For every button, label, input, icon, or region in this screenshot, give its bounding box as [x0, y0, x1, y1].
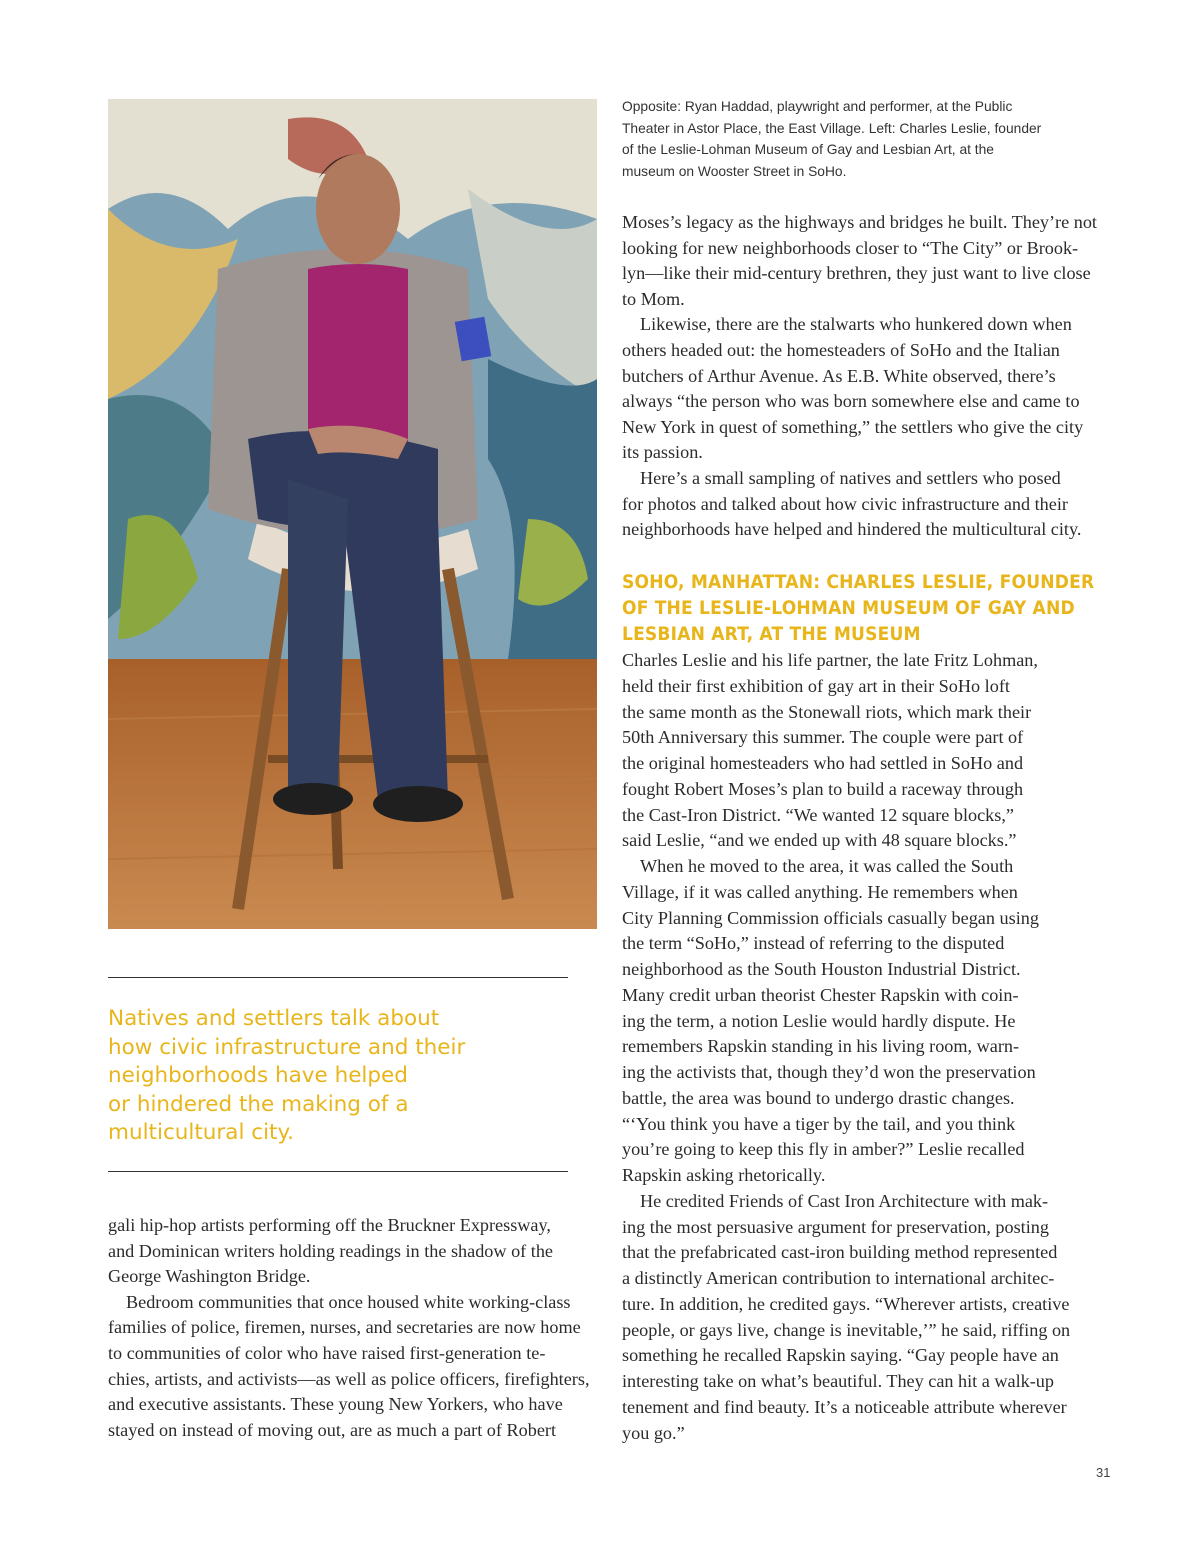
text-line: the Cast-Iron District. “We wanted 12 square blocks,”	[622, 804, 1014, 825]
page-number: 31	[1096, 1465, 1111, 1480]
text-line: 50th Anniversary this summer. The couple were part of	[622, 727, 1024, 748]
text-line: for photos and talked about how civic infrastructure and their	[622, 493, 1068, 514]
text-line: and executive assistants. These young New Yorkers, who have	[108, 1394, 563, 1415]
text-line: Rapskin asking rhetorically.	[622, 1165, 826, 1185]
caption-line: Opposite: Ryan Haddad, playwright and performer, at the Public	[622, 99, 1013, 114]
text-line: Charles Leslie and his life partner, the late Fritz Lohman,	[622, 650, 1038, 670]
text-line: neighborhoods have helped and hindered the multicultural city.	[622, 519, 1082, 540]
text-line: to communities of color who have raised first-generation te-	[108, 1342, 546, 1363]
text-line: people, or gays live, change is inevitable,’” he said, riffing on	[622, 1319, 1071, 1340]
text-line: you’re going to keep this fly in amber?” Leslie recalled	[622, 1139, 1025, 1160]
text-line: and Dominican writers holding readings in the shadow of the	[108, 1240, 553, 1261]
text-line: City Planning Commission officials casually began using	[622, 907, 1039, 928]
text-line: When he moved to the area, it was called the South	[640, 856, 1014, 876]
heading-line: LESBIAN ART, AT THE MUSEUM	[622, 623, 921, 645]
text-line: something he recalled Rapskin saying. “Gay people have an	[622, 1345, 1059, 1366]
text-line: Village, if it was called anything. He remembers when	[622, 881, 1018, 902]
text-line: the term “SoHo,” instead of referring to the disputed	[622, 933, 1005, 954]
text-line: Likewise, there are the stalwarts who hunkered down when	[640, 314, 1072, 335]
caption-line: Theater in Astor Place, the East Village. Left: Charles Leslie, founder	[622, 120, 1042, 136]
text-line: a distinctly American contribution to international architec-	[622, 1268, 1055, 1288]
text-line: stayed on instead of moving out, are as much a part of Robert	[108, 1419, 557, 1440]
text-line: butchers of Arthur Avenue. As E.B. White observed, there’s	[622, 365, 1056, 386]
pull-quote-line: multicultural city.	[108, 1120, 294, 1145]
heading-line: SOHO, MANHATTAN: CHARLES LESLIE, FOUNDER	[622, 571, 1095, 593]
text-line: chies, artists, and activists—as well as police officers, firefighters,	[108, 1368, 590, 1389]
caption-line: museum on Wooster Street in SoHo.	[622, 163, 847, 179]
text-line: the same month as the Stonewall riots, which mark their	[622, 701, 1032, 722]
text-line: battle, the area was bound to undergo drastic changes.	[622, 1087, 1015, 1108]
portrait-photo	[108, 99, 597, 929]
pull-quote	[108, 1005, 578, 1148]
text-line: looking for new neighborhoods closer to “The City” or Brook-	[622, 237, 1079, 258]
text-line: “‘You think you have a tiger by the tail, and you think	[622, 1113, 1016, 1134]
right-intro-text	[622, 210, 1112, 543]
text-line: that the prefabricated cast-iron building method represented	[622, 1242, 1058, 1263]
text-line: others headed out: the homesteaders of SoHo and the Italian	[622, 339, 1060, 360]
text-line: fought Robert Moses’s plan to build a raceway through	[622, 778, 1024, 799]
portrait-illustration	[108, 99, 597, 929]
bottom-divider	[108, 1171, 568, 1172]
text-line: ing the activists that, though they’d won the preservation	[622, 1062, 1036, 1082]
pull-quote-line: how civic infrastructure and their	[108, 1034, 466, 1060]
pull-quote-line: neighborhoods have helped	[108, 1063, 408, 1088]
section-heading	[622, 569, 1112, 647]
pull-quote-line: Natives and settlers talk about	[108, 1006, 440, 1031]
text-line: Many credit urban theorist Chester Rapskin with coin-	[622, 984, 1019, 1005]
text-line: gali hip-hop artists performing off the Bruckner Expressway,	[108, 1215, 551, 1235]
caption-line: of the Leslie-Lohman Museum of Gay and Lesbian Art, at the	[622, 142, 994, 158]
text-line: George Washington Bridge.	[108, 1266, 311, 1287]
text-line: to Mom.	[622, 288, 685, 309]
text-line: ing the most persuasive argument for preservation, posting	[622, 1216, 1049, 1237]
text-line: you go.”	[622, 1422, 685, 1443]
heading-line: OF THE LESLIE-LOHMAN MUSEUM OF GAY AND	[622, 597, 1075, 619]
text-line: Here’s a small sampling of natives and settlers who posed	[640, 467, 1061, 488]
text-line: interesting take on what’s beautiful. They can hit a walk-up	[622, 1371, 1054, 1391]
text-line: ing the term, a notion Leslie would hardly dispute. He	[622, 1010, 1016, 1031]
section-body	[622, 648, 1112, 1446]
text-line: families of police, firemen, nurses, and secretaries are now home	[108, 1317, 581, 1338]
text-line: Bedroom communities that once housed white working-class	[126, 1291, 571, 1312]
text-line: tenement and find beauty. It’s a noticeable attribute wherever	[622, 1396, 1067, 1417]
text-line: He credited Friends of Cast Iron Architecture with mak-	[640, 1190, 1049, 1211]
text-line: always “the person who was born somewhere else and came to	[622, 391, 1080, 412]
text-line: New York in quest of something,” the settlers who give the city	[622, 416, 1084, 437]
top-divider	[108, 977, 568, 978]
text-line: lyn—like their mid-century brethren, they just want to live close	[622, 263, 1091, 284]
text-line: said Leslie, “and we ended up with 48 square blocks.”	[622, 830, 1017, 851]
text-line: neighborhood as the South Houston Industrial District.	[622, 959, 1021, 979]
text-line: Moses’s legacy as the highways and bridges he built. They’re not	[622, 212, 1097, 232]
text-line: the original homesteaders who had settled in SoHo and	[622, 753, 1024, 773]
photo-caption	[622, 96, 1092, 182]
text-line: its passion.	[622, 442, 703, 463]
pull-quote-line: or hindered the making of a	[108, 1091, 409, 1117]
text-line: remembers Rapskin standing in his living room, warn-	[622, 1036, 1020, 1057]
left-column-text	[108, 1213, 598, 1443]
text-line: held their first exhibition of gay art in their SoHo loft	[622, 675, 1010, 696]
text-line: ture. In addition, he credited gays. “Wherever artists, creative	[622, 1293, 1070, 1314]
